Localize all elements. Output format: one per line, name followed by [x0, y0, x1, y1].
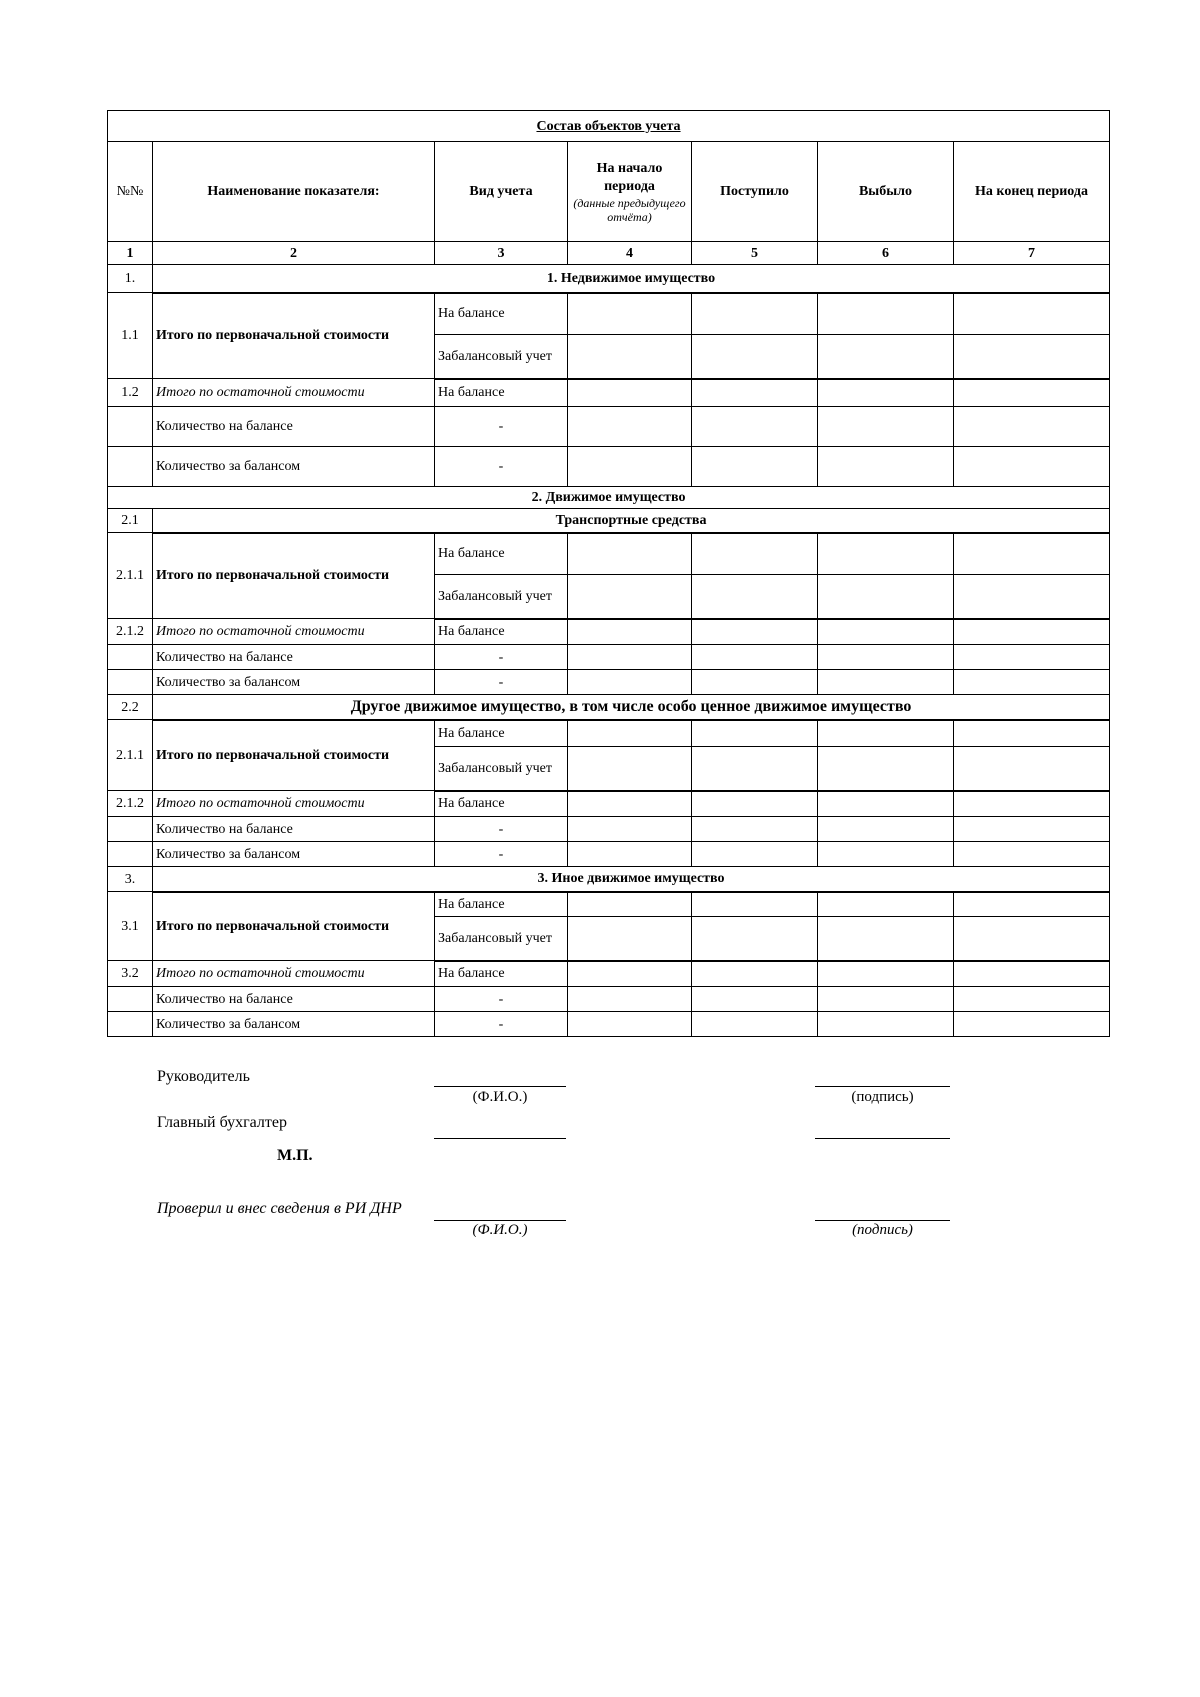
value-cell[interactable]	[568, 961, 692, 987]
type-on-balance: На балансе	[435, 892, 568, 917]
type-on-balance: На балансе	[435, 791, 568, 817]
checked-sign-caption: (подпись)	[852, 1222, 913, 1238]
value-cell[interactable]	[568, 892, 692, 917]
value-cell[interactable]	[954, 1012, 1110, 1037]
value-cell[interactable]	[692, 961, 818, 987]
row-num	[108, 447, 153, 487]
value-cell[interactable]	[568, 817, 692, 842]
value-cell[interactable]	[818, 645, 954, 670]
value-cell[interactable]	[568, 791, 692, 817]
value-cell[interactable]	[818, 720, 954, 747]
type-dash: -	[435, 987, 568, 1012]
value-cell[interactable]	[954, 892, 1110, 917]
header-period-end: На конец периода	[954, 142, 1110, 242]
col-number: 2	[153, 242, 435, 265]
value-cell[interactable]	[692, 791, 818, 817]
value-cell[interactable]	[954, 619, 1110, 645]
checked-fio-line[interactable]	[434, 1220, 566, 1221]
row-label-qty-off: Количество за балансом	[153, 842, 435, 867]
row-label-qty-on: Количество на балансе	[153, 987, 435, 1012]
checked-sign-line[interactable]	[815, 1220, 950, 1221]
value-cell[interactable]	[692, 447, 818, 487]
value-cell[interactable]	[692, 575, 818, 619]
type-off-balance: Забалансовый учет	[435, 575, 568, 619]
col-number: 3	[435, 242, 568, 265]
value-cell[interactable]	[954, 335, 1110, 379]
header-start-line1: На начало	[596, 160, 663, 176]
row-num	[108, 842, 153, 867]
header-period-start	[568, 142, 692, 242]
value-cell[interactable]	[954, 670, 1110, 695]
type-dash: -	[435, 817, 568, 842]
value-cell[interactable]	[818, 447, 954, 487]
value-cell[interactable]	[954, 720, 1110, 747]
header-type: Вид учета	[435, 142, 568, 242]
value-cell[interactable]	[692, 1012, 818, 1037]
head-label: Руководитель	[157, 1068, 250, 1085]
row-num: 2.1.2	[108, 619, 153, 645]
value-cell[interactable]	[692, 293, 818, 335]
subsection-title: Другое движимое имущество, в том числе особо ценное движимое имущество	[153, 695, 1110, 720]
value-cell[interactable]	[818, 791, 954, 817]
row-num: 3.1	[108, 892, 153, 961]
value-cell[interactable]	[568, 293, 692, 335]
value-cell[interactable]	[568, 720, 692, 747]
value-cell[interactable]	[954, 447, 1110, 487]
value-cell[interactable]	[692, 720, 818, 747]
value-cell[interactable]	[954, 917, 1110, 961]
row-num	[108, 645, 153, 670]
row-label-residual: Итого по остаточной стоимости	[153, 619, 435, 645]
value-cell[interactable]	[568, 533, 692, 575]
value-cell[interactable]	[954, 379, 1110, 407]
value-cell[interactable]	[818, 1012, 954, 1037]
head-fio-caption: (Ф.И.О.)	[472, 1089, 528, 1105]
value-cell[interactable]	[692, 619, 818, 645]
col-number: 5	[692, 242, 818, 265]
value-cell[interactable]	[818, 817, 954, 842]
value-cell[interactable]	[568, 575, 692, 619]
section-title: 1. Недвижимое имущество	[153, 265, 1110, 293]
value-cell[interactable]	[818, 533, 954, 575]
value-cell[interactable]	[692, 379, 818, 407]
value-cell[interactable]	[818, 575, 954, 619]
header-name: Наименование показателя:	[153, 142, 435, 242]
chief-sign-line[interactable]	[815, 1138, 950, 1139]
checked-fio-caption: (Ф.И.О.)	[472, 1222, 528, 1238]
type-dash: -	[435, 645, 568, 670]
row-num	[108, 817, 153, 842]
type-dash: -	[435, 670, 568, 695]
col-number: 1	[108, 242, 153, 265]
value-cell[interactable]	[818, 892, 954, 917]
type-on-balance: На балансе	[435, 293, 568, 335]
section-num: 2.1	[108, 509, 153, 533]
type-dash: -	[435, 407, 568, 447]
type-off-balance: Забалансовый учет	[435, 917, 568, 961]
value-cell[interactable]	[568, 619, 692, 645]
row-label-initial: Итого по первоначальной стоимости	[153, 720, 435, 791]
head-sign-caption: (подпись)	[851, 1089, 914, 1105]
value-cell[interactable]	[692, 892, 818, 917]
value-cell[interactable]	[568, 407, 692, 447]
value-cell[interactable]	[568, 917, 692, 961]
row-label-qty-off: Количество за балансом	[153, 447, 435, 487]
value-cell[interactable]	[954, 961, 1110, 987]
type-on-balance: На балансе	[435, 619, 568, 645]
value-cell[interactable]	[568, 670, 692, 695]
row-num	[108, 1012, 153, 1037]
type-on-balance: На балансе	[435, 533, 568, 575]
value-cell[interactable]	[692, 747, 818, 791]
value-cell[interactable]	[954, 533, 1110, 575]
row-label-residual: Итого по остаточной стоимости	[153, 791, 435, 817]
value-cell[interactable]	[818, 670, 954, 695]
type-off-balance: Забалансовый учет	[435, 335, 568, 379]
objects-table	[107, 110, 1110, 1037]
value-cell[interactable]	[954, 817, 1110, 842]
col-number: 6	[818, 242, 954, 265]
row-label-qty-off: Количество за балансом	[153, 670, 435, 695]
value-cell[interactable]	[818, 917, 954, 961]
type-dash: -	[435, 1012, 568, 1037]
row-num: 2.1.1	[108, 533, 153, 619]
col-number: 4	[568, 242, 692, 265]
row-num: 1.2	[108, 379, 153, 407]
type-on-balance: На балансе	[435, 720, 568, 747]
value-cell[interactable]	[692, 817, 818, 842]
value-cell[interactable]	[818, 747, 954, 791]
header-start-note: (данные предыдущего отчёта)	[573, 195, 686, 224]
row-num: 1.1	[108, 293, 153, 379]
type-on-balance: На балансе	[435, 961, 568, 987]
row-label-qty-on: Количество на балансе	[153, 407, 435, 447]
row-label-qty-on: Количество на балансе	[153, 645, 435, 670]
value-cell[interactable]	[568, 987, 692, 1012]
row-label-initial: Итого по первоначальной стоимости	[153, 533, 435, 619]
value-cell[interactable]	[954, 747, 1110, 791]
header-received: Поступило	[692, 142, 818, 242]
value-cell[interactable]	[568, 447, 692, 487]
header-disposed: Выбыло	[818, 142, 954, 242]
type-dash: -	[435, 447, 568, 487]
row-label-initial: Итого по первоначальной стоимости	[153, 892, 435, 961]
section-num: 2.2	[108, 695, 153, 720]
row-label-initial: Итого по первоначальной стоимости	[153, 293, 435, 379]
row-num: 2.1.1	[108, 720, 153, 791]
value-cell[interactable]	[954, 645, 1110, 670]
row-label-residual: Итого по остаточной стоимости	[153, 961, 435, 987]
value-cell[interactable]	[692, 987, 818, 1012]
header-num: №№	[108, 142, 153, 242]
table-title: Состав объектов учета	[108, 111, 1110, 142]
value-cell[interactable]	[954, 791, 1110, 817]
value-cell[interactable]	[818, 335, 954, 379]
value-cell[interactable]	[954, 987, 1110, 1012]
value-cell[interactable]	[818, 407, 954, 447]
section-num: 3.	[108, 867, 153, 892]
value-cell[interactable]	[954, 842, 1110, 867]
value-cell[interactable]	[818, 961, 954, 987]
col-number: 7	[954, 242, 1110, 265]
value-cell[interactable]	[692, 533, 818, 575]
value-cell[interactable]	[818, 619, 954, 645]
row-label-qty-on: Количество на балансе	[153, 817, 435, 842]
section-num: 1.	[108, 265, 153, 293]
value-cell[interactable]	[818, 987, 954, 1012]
row-num	[108, 670, 153, 695]
value-cell[interactable]	[568, 842, 692, 867]
row-num: 2.1.2	[108, 791, 153, 817]
stamp-label: М.П.	[277, 1147, 313, 1164]
value-cell[interactable]	[692, 670, 818, 695]
value-cell[interactable]	[692, 407, 818, 447]
value-cell[interactable]	[954, 407, 1110, 447]
section-title: 3. Иное движимое имущество	[153, 867, 1110, 892]
row-num	[108, 987, 153, 1012]
value-cell[interactable]	[954, 293, 1110, 335]
chief-accountant-label: Главный бухгалтер	[157, 1114, 287, 1131]
value-cell[interactable]	[568, 645, 692, 670]
row-num	[108, 407, 153, 447]
type-dash: -	[435, 842, 568, 867]
chief-fio-line[interactable]	[434, 1138, 566, 1139]
value-cell[interactable]	[818, 293, 954, 335]
type-on-balance: На балансе	[435, 379, 568, 407]
section-title: 2. Движимое имущество	[108, 487, 1110, 509]
subsection-title: Транспортные средства	[153, 509, 1110, 533]
value-cell[interactable]	[692, 917, 818, 961]
header-start-line2: периода	[604, 178, 655, 194]
value-cell[interactable]	[818, 842, 954, 867]
value-cell[interactable]	[692, 335, 818, 379]
value-cell[interactable]	[692, 645, 818, 670]
value-cell[interactable]	[568, 1012, 692, 1037]
row-label-residual: Итого по остаточной стоимости	[153, 379, 435, 407]
value-cell[interactable]	[568, 747, 692, 791]
value-cell[interactable]	[818, 379, 954, 407]
checked-label: Проверил и внес сведения в РИ ДНР	[157, 1200, 402, 1217]
value-cell[interactable]	[954, 575, 1110, 619]
value-cell[interactable]	[568, 379, 692, 407]
head-sign-line[interactable]	[815, 1086, 950, 1087]
value-cell[interactable]	[568, 335, 692, 379]
row-num: 3.2	[108, 961, 153, 987]
row-label-qty-off: Количество за балансом	[153, 1012, 435, 1037]
value-cell[interactable]	[692, 842, 818, 867]
head-fio-line[interactable]	[434, 1086, 566, 1087]
type-off-balance: Забалансовый учет	[435, 747, 568, 791]
